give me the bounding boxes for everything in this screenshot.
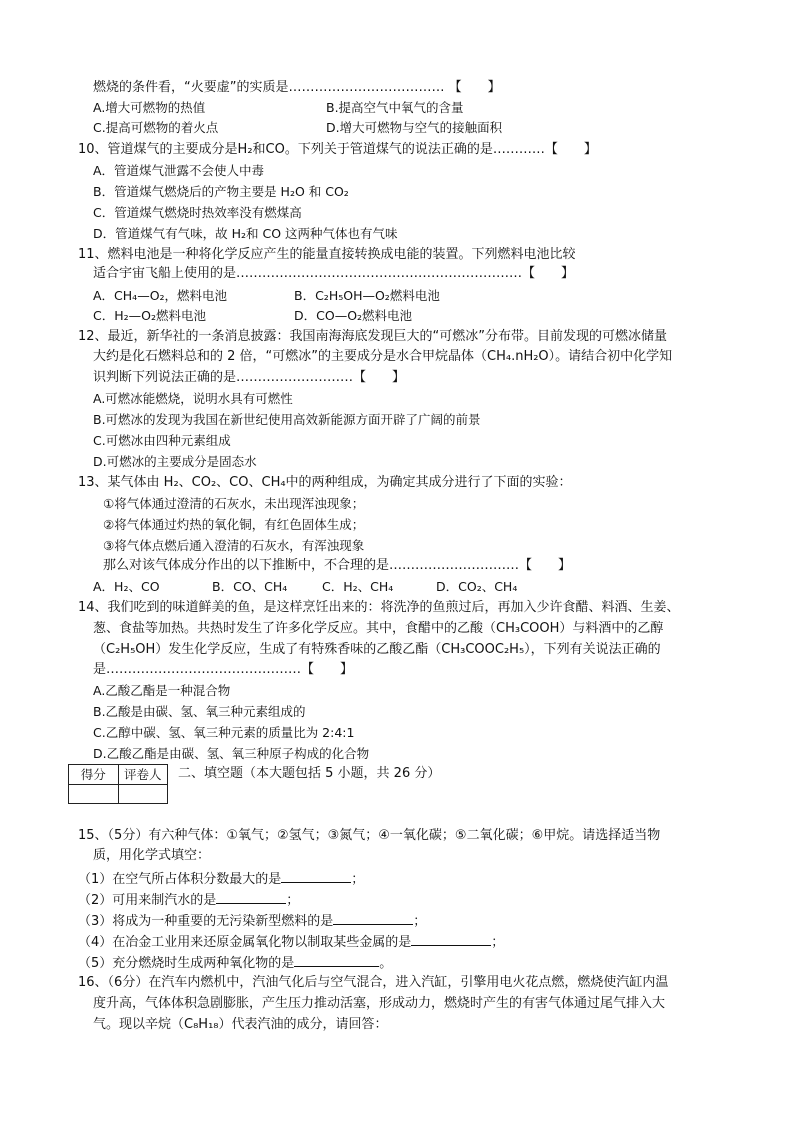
q14-option-d: D.乙酸乙酯是由碳、氢、氧三种原子构成的化合物	[93, 746, 370, 761]
q13-stem: 13、某气体由 H₂、CO₂、CO、CH₄中的两种组成，为确定其成分进行了下面的实验：	[78, 475, 572, 490]
q15-item-5	[78, 952, 392, 972]
q15-item-4	[78, 931, 504, 951]
q15-item-1-text: （1）在空气所占体积分数最大的是	[78, 872, 282, 887]
q14-stem-line3: （C₂H₅OH）发生化学反应，生成了有特殊香味的乙酸乙酯（CH₃COOC₂H₅），下列有关说法正确的	[93, 642, 661, 657]
q13-option-c: C．H₂、CH₄	[322, 579, 394, 594]
q15-item-4-end: ；	[491, 935, 505, 950]
q15-item-2-text: （2）可用来制汽水的是	[78, 893, 217, 908]
q12-option-b: B.可燃冰的发现为我国在新世纪使用高效新能源方面开辟了广阔的前景	[93, 412, 481, 427]
q15-item-3-text: （3）将成为一种重要的无污染新型燃料的是	[78, 914, 334, 929]
q11-option-d: D．CO—O₂燃料电池	[294, 308, 413, 323]
q15-answer-2[interactable]	[216, 889, 286, 904]
q15-item-5-end: 。	[379, 956, 393, 971]
q10-option-a: A．管道煤气泄露不会使人中毒	[93, 163, 265, 178]
grader-label: 评卷人	[118, 765, 168, 785]
q11-option-c: C．H₂—O₂燃料电池	[93, 308, 206, 323]
q10-option-b: B．管道煤气燃烧后的产物主要是 H₂O 和 CO₂	[93, 184, 349, 199]
q13-question: 那么对该气体成分作出的以下推断中，不合理的是…………………………【 】	[103, 558, 572, 573]
q12-stem-line2: 大约是化石燃料总和的 2 倍，“可燃冰”的主要成分是水合甲烷晶体（CH₄.nH₂O）。请结合初中化学知	[93, 349, 673, 364]
q15-item-1	[78, 868, 364, 888]
score-table	[68, 764, 168, 804]
q9-stem: 燃烧的条件看，“火要虚”的实质是……………………………… 【 】	[93, 80, 501, 95]
q15-item-3-end: ；	[413, 914, 427, 929]
q13-option-d: D．CO₂、CH₄	[436, 579, 518, 594]
q10-stem: 10、管道煤气的主要成分是H₂和CO。下列关于管道煤气的说法正确的是…………【 】	[78, 142, 597, 157]
q15-item-4-text: （4）在冶金工业用来还原金属氧化物以制取某些金属的是	[78, 935, 412, 950]
q15-item-2	[78, 889, 299, 909]
q14-stem-line2: 葱、食盐等加热。共热时发生了许多化学反应。其中，食醋中的乙酸（CH₃COOH）与料酒中的乙醇	[93, 621, 664, 636]
q14-stem-line4: 是………………………………………【 】	[93, 662, 354, 677]
q10-option-c: C．管道煤气燃烧时热效率没有燃煤高	[93, 205, 302, 220]
q14-option-a: A.乙酸乙酯是一种混合物	[93, 683, 231, 698]
q16-stem-line3: 气。现以辛烷（C₈H₁₈）代表汽油的成分，请回答：	[93, 1017, 388, 1032]
q13-step-3: ③将气体点燃后通入澄清的石灰水，有浑浊现象	[103, 538, 365, 553]
q11-stem-line1: 11、燃料电池是一种将化学反应产生的能量直接转换成电能的装置。下列燃料电池比较	[78, 247, 576, 262]
q12-option-d: D.可燃冰的主要成分是固态水	[93, 454, 257, 469]
q15-item-1-end: ；	[351, 872, 365, 887]
q15-stem-line2: 质，用化学式填空：	[93, 848, 211, 863]
q9-option-c: C.提高可燃物的着火点	[93, 120, 219, 135]
q9-option-b: B.提高空气中氧气的含量	[326, 100, 464, 115]
score-cell[interactable]	[69, 784, 119, 804]
q11-option-a: A．CH₄—O₂，燃料电池	[93, 288, 228, 303]
score-label: 得分	[69, 765, 119, 785]
q13-option-b: B．CO、CH₄	[212, 579, 288, 594]
q14-option-c: C.乙醇中碳、氢、氧三种元素的质量比为 2:4:1	[93, 725, 355, 740]
q11-stem-line2: 适合宇宙飞船上使用的是…………………………………………………………【 】	[93, 266, 575, 281]
q15-item-3	[78, 910, 426, 930]
q12-option-c: C.可燃冰由四种元素组成	[93, 433, 231, 448]
q9-option-a: A.增大可燃物的热值	[93, 100, 206, 115]
q15-stem-line1: 15、（5分）有六种气体：①氧气；②氢气；③氮气；④一氧化碳；⑤二氧化碳；⑥甲烷。请选择适当物	[78, 828, 661, 843]
section2-title: 二、填空题（本大题包括 5 小题，共 26 分）	[178, 766, 441, 781]
q15-item-2-end: ；	[286, 893, 300, 908]
q9-option-d: D.增大可燃物与空气的接触面积	[326, 120, 503, 135]
q15-answer-4[interactable]	[411, 931, 491, 946]
q11-option-b: B．C₂H₅OH—O₂燃料电池	[294, 288, 440, 303]
q15-answer-3[interactable]	[333, 910, 413, 925]
q14-stem-line1: 14、我们吃到的味道鲜美的鱼，是这样烹饪出来的：将洗净的鱼煎过后，再加入少许食醋、料酒、生姜、	[78, 600, 680, 615]
q16-stem-line1: 16、（6分）在汽车内燃机中，汽油气化后与空气混合，进入汽缸，引擎用电火花点燃，燃烧使汽缸内温	[78, 975, 669, 990]
q12-stem-line1: 12、最近，新华社的一条消息披露：我国南海海底发现巨大的“可燃冰”分布带。目前发现的可燃冰储量	[78, 329, 668, 344]
q13-option-a: A．H₂、CO	[93, 579, 160, 594]
q12-stem-line3: 识判断下列说法正确的是………………………【 】	[93, 370, 406, 385]
q10-option-d: D．管道煤气有气味，故 H₂和 CO 这两种气体也有气味	[93, 226, 398, 241]
q16-stem-line2: 度升高，气体体积急剧膨胀，产生压力推动活塞，形成动力，燃烧时产生的有害气体通过尾气排入大	[93, 996, 666, 1011]
q14-option-b: B.乙酸是由碳、氢、氧三种元素组成的	[93, 704, 306, 719]
q13-step-1: ①将气体通过澄清的石灰水，未出现浑浊现象；	[103, 496, 365, 511]
grader-cell[interactable]	[118, 784, 168, 804]
q13-step-2: ②将气体通过灼热的氧化铜，有红色固体生成；	[103, 517, 365, 532]
q12-option-a: A.可燃冰能燃烧，说明水具有可燃性	[93, 391, 293, 406]
q15-answer-5[interactable]	[294, 952, 379, 967]
q15-item-5-text: （5）充分燃烧时生成两种氧化物的是	[78, 956, 295, 971]
q15-answer-1[interactable]	[281, 868, 351, 883]
